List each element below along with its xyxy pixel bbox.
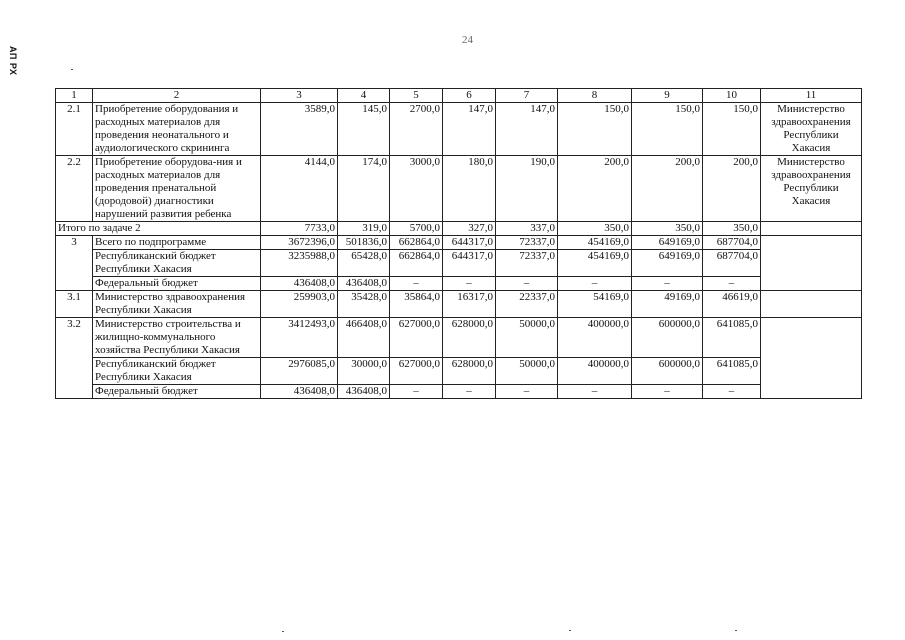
activity-name: Республиканский бюджет Республики Хакасия bbox=[93, 358, 261, 385]
column-header: 11 bbox=[761, 89, 862, 103]
value-cell: 174,0 bbox=[338, 156, 390, 222]
value-cell: 22337,0 bbox=[496, 291, 558, 318]
executor-cell: Министерство здравоохранения Республики Хакасия bbox=[761, 103, 862, 156]
value-cell: 4144,0 bbox=[261, 156, 338, 222]
value-cell: – bbox=[558, 385, 632, 399]
row-number: 3.2 bbox=[56, 318, 93, 399]
value-cell: – bbox=[443, 277, 496, 291]
value-cell: 641085,0 bbox=[703, 358, 761, 385]
value-cell: 5700,0 bbox=[390, 222, 443, 236]
value-cell: 30000,0 bbox=[338, 358, 390, 385]
value-cell: 3672396,0 bbox=[261, 236, 338, 250]
table-row-total bbox=[56, 222, 862, 236]
column-header: 5 bbox=[390, 89, 443, 103]
total-label: Итого по задаче 2 bbox=[56, 222, 261, 236]
value-cell: 644317,0 bbox=[443, 236, 496, 250]
value-cell: 454169,0 bbox=[558, 250, 632, 277]
executor-cell: Министерство здравоохранения Республики Хакасия bbox=[761, 156, 862, 222]
value-cell: 436408,0 bbox=[338, 385, 390, 399]
activity-name: Всего по подпрограмме bbox=[93, 236, 261, 250]
column-header: 2 bbox=[93, 89, 261, 103]
column-header: 8 bbox=[558, 89, 632, 103]
value-cell: 16317,0 bbox=[443, 291, 496, 318]
value-cell: 3235988,0 bbox=[261, 250, 338, 277]
row-number: 2.1 bbox=[56, 103, 93, 156]
activity-name: Федеральный бюджет bbox=[93, 277, 261, 291]
value-cell: 72337,0 bbox=[496, 250, 558, 277]
activity-name: Республиканский бюджет Республики Хакасия bbox=[93, 250, 261, 277]
value-cell: 2976085,0 bbox=[261, 358, 338, 385]
value-cell: 687704,0 bbox=[703, 236, 761, 250]
value-cell: 3589,0 bbox=[261, 103, 338, 156]
value-cell: – bbox=[496, 385, 558, 399]
value-cell: 150,0 bbox=[558, 103, 632, 156]
value-cell: 400000,0 bbox=[558, 358, 632, 385]
activity-name: Федеральный бюджет bbox=[93, 385, 261, 399]
value-cell: 662864,0 bbox=[390, 250, 443, 277]
value-cell: 649169,0 bbox=[632, 250, 703, 277]
value-cell: 350,0 bbox=[632, 222, 703, 236]
value-cell: 35428,0 bbox=[338, 291, 390, 318]
empty-cell bbox=[761, 222, 862, 236]
activity-name: Приобретение оборудова-ния и расходных материалов для проведения пренатальной (дородовой) диагностики нарушений развития ребенка bbox=[93, 156, 261, 222]
column-number-row bbox=[56, 89, 862, 103]
value-cell: 600000,0 bbox=[632, 318, 703, 358]
value-cell: 454169,0 bbox=[558, 236, 632, 250]
row-number: 3.1 bbox=[56, 291, 93, 318]
value-cell: – bbox=[390, 385, 443, 399]
empty-cell bbox=[761, 291, 862, 318]
column-header: 4 bbox=[338, 89, 390, 103]
scan-mark bbox=[282, 631, 284, 632]
value-cell: 54169,0 bbox=[558, 291, 632, 318]
column-header: 6 bbox=[443, 89, 496, 103]
value-cell: – bbox=[703, 277, 761, 291]
scan-mark bbox=[569, 630, 571, 631]
value-cell: 628000,0 bbox=[443, 358, 496, 385]
value-cell: – bbox=[390, 277, 443, 291]
column-header: 1 bbox=[56, 89, 93, 103]
value-cell: 350,0 bbox=[558, 222, 632, 236]
value-cell: 641085,0 bbox=[703, 318, 761, 358]
value-cell: 200,0 bbox=[703, 156, 761, 222]
value-cell: 150,0 bbox=[703, 103, 761, 156]
table-row-2-2 bbox=[56, 156, 862, 222]
value-cell: 259903,0 bbox=[261, 291, 338, 318]
activity-name: Приобретение оборудования и расходных материалов для проведения неонатального и аудиологического скрининга bbox=[93, 103, 261, 156]
column-header: 7 bbox=[496, 89, 558, 103]
value-cell: 72337,0 bbox=[496, 236, 558, 250]
value-cell: 400000,0 bbox=[558, 318, 632, 358]
value-cell: 436408,0 bbox=[261, 385, 338, 399]
value-cell: 49169,0 bbox=[632, 291, 703, 318]
table-row-3-federal bbox=[56, 277, 862, 291]
value-cell: 337,0 bbox=[496, 222, 558, 236]
value-cell: – bbox=[632, 385, 703, 399]
value-cell: 147,0 bbox=[496, 103, 558, 156]
row-number: 3 bbox=[56, 236, 93, 291]
value-cell: 50000,0 bbox=[496, 358, 558, 385]
value-cell: 436408,0 bbox=[261, 277, 338, 291]
value-cell: 147,0 bbox=[443, 103, 496, 156]
value-cell: 600000,0 bbox=[632, 358, 703, 385]
value-cell: 145,0 bbox=[338, 103, 390, 156]
value-cell: 150,0 bbox=[632, 103, 703, 156]
value-cell: 7733,0 bbox=[261, 222, 338, 236]
table-row-3-2 bbox=[56, 318, 862, 358]
value-cell: – bbox=[632, 277, 703, 291]
value-cell: 65428,0 bbox=[338, 250, 390, 277]
scan-mark bbox=[735, 630, 737, 631]
scan-mark bbox=[71, 69, 73, 70]
row-number: 2.2 bbox=[56, 156, 93, 222]
value-cell: 644317,0 bbox=[443, 250, 496, 277]
value-cell: – bbox=[496, 277, 558, 291]
value-cell: 687704,0 bbox=[703, 250, 761, 277]
table-row-3-2-federal bbox=[56, 385, 862, 399]
table-row-3-regional bbox=[56, 250, 862, 277]
value-cell: – bbox=[443, 385, 496, 399]
value-cell: 319,0 bbox=[338, 222, 390, 236]
table-row-3-1 bbox=[56, 291, 862, 318]
value-cell: – bbox=[558, 277, 632, 291]
value-cell: 327,0 bbox=[443, 222, 496, 236]
value-cell: 3412493,0 bbox=[261, 318, 338, 358]
empty-cell bbox=[761, 236, 862, 291]
value-cell: 436408,0 bbox=[338, 277, 390, 291]
value-cell: 50000,0 bbox=[496, 318, 558, 358]
table-row-2-1 bbox=[56, 103, 862, 156]
value-cell: 628000,0 bbox=[443, 318, 496, 358]
activity-name: Министерство здравоохранения Республики Хакасия bbox=[93, 291, 261, 318]
value-cell: 649169,0 bbox=[632, 236, 703, 250]
value-cell: 190,0 bbox=[496, 156, 558, 222]
value-cell: 200,0 bbox=[558, 156, 632, 222]
value-cell: 3000,0 bbox=[390, 156, 443, 222]
column-header: 3 bbox=[261, 89, 338, 103]
value-cell: 662864,0 bbox=[390, 236, 443, 250]
activity-name: Министерство строительства и жилищно-коммунального хозяйства Республики Хакасия bbox=[93, 318, 261, 358]
value-cell: 627000,0 bbox=[390, 358, 443, 385]
column-header: 9 bbox=[632, 89, 703, 103]
column-header: 10 bbox=[703, 89, 761, 103]
value-cell: 350,0 bbox=[703, 222, 761, 236]
value-cell: 46619,0 bbox=[703, 291, 761, 318]
value-cell: 35864,0 bbox=[390, 291, 443, 318]
archive-stamp: АП РХ bbox=[8, 46, 18, 76]
table-row-3-total bbox=[56, 236, 862, 250]
value-cell: 2700,0 bbox=[390, 103, 443, 156]
value-cell: 180,0 bbox=[443, 156, 496, 222]
value-cell: – bbox=[703, 385, 761, 399]
value-cell: 466408,0 bbox=[338, 318, 390, 358]
value-cell: 501836,0 bbox=[338, 236, 390, 250]
value-cell: 200,0 bbox=[632, 156, 703, 222]
empty-cell bbox=[761, 318, 862, 399]
value-cell: 627000,0 bbox=[390, 318, 443, 358]
table-row-3-2-regional bbox=[56, 358, 862, 385]
page-number: 24 bbox=[462, 34, 473, 46]
program-table bbox=[55, 88, 862, 399]
